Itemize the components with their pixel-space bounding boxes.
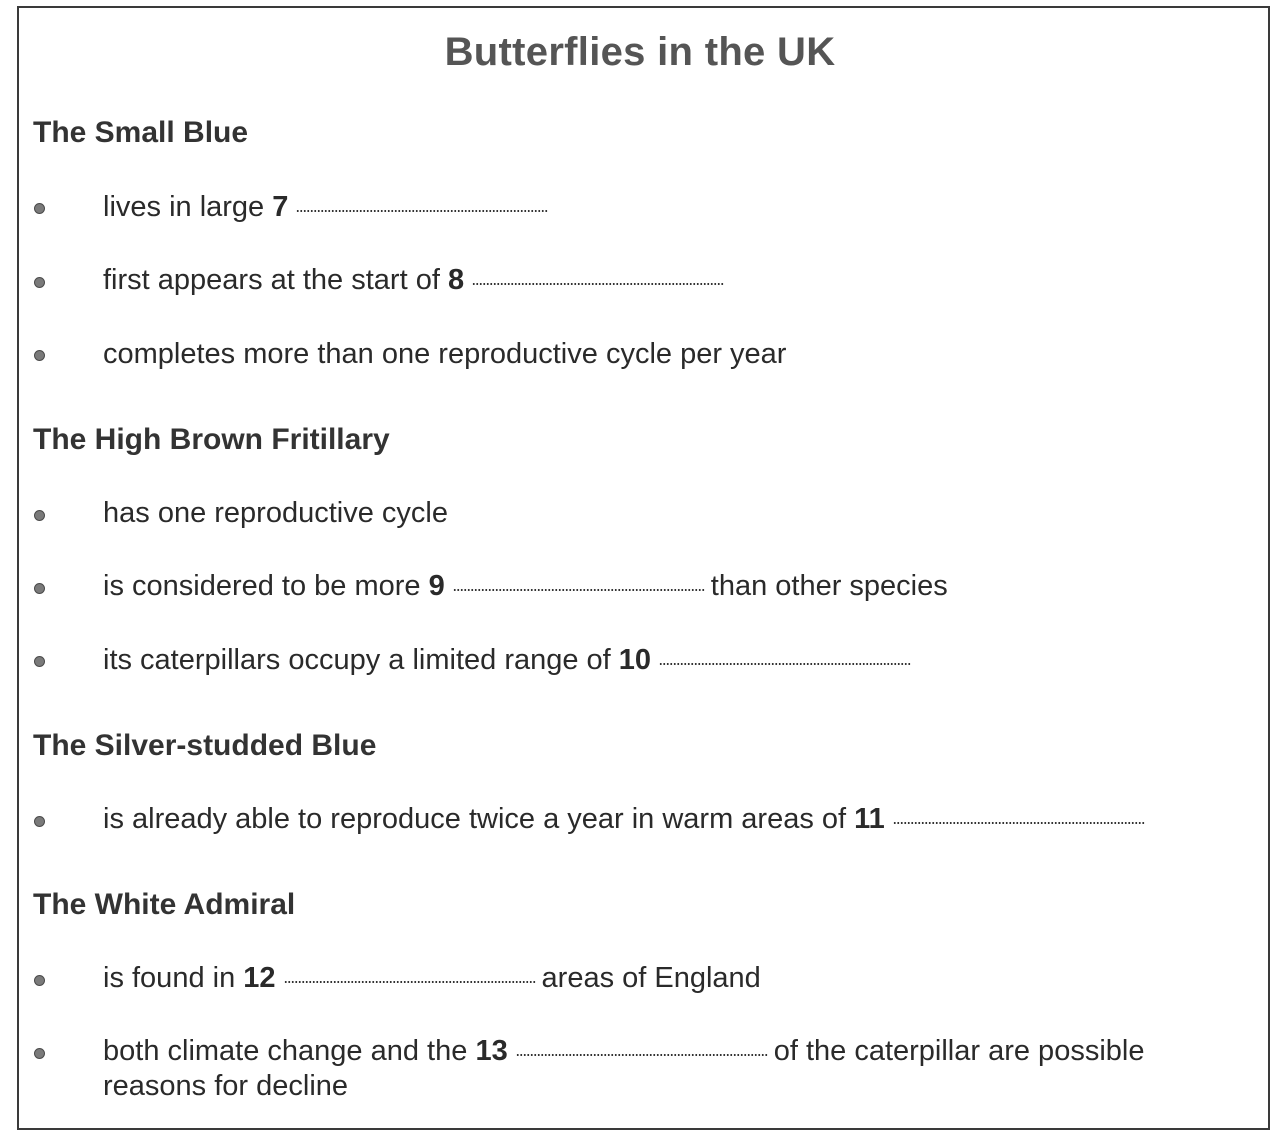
note-item — [103, 569, 948, 604]
note-item — [103, 961, 761, 996]
note-item — [103, 337, 786, 372]
note-item — [103, 802, 1151, 837]
note-text-before: is considered to be more — [103, 570, 421, 602]
answer-gap[interactable] — [472, 283, 724, 285]
note-text-after: areas of England — [541, 962, 761, 994]
answer-gap[interactable] — [659, 663, 911, 665]
note-item — [103, 496, 448, 531]
note-text-before: lives in large — [103, 191, 265, 223]
note-item — [103, 190, 554, 225]
page-title: Butterflies in the UK — [444, 30, 836, 74]
answer-gap[interactable] — [453, 589, 705, 591]
bullet-icon — [34, 1048, 45, 1059]
bullet-icon — [34, 277, 45, 288]
section-heading-silver-studded-blue: The Silver-studded Blue — [33, 729, 377, 762]
question-number: 8 — [447, 264, 465, 296]
answer-gap[interactable] — [516, 1054, 768, 1056]
answer-gap[interactable] — [284, 981, 536, 983]
note-text-before: is found in — [103, 962, 236, 994]
note-item — [103, 1034, 1253, 1104]
note-text-after: of the caterpillar are possible reasons for decline — [103, 1035, 1145, 1102]
note-text-before: is already able to reproduce twice a year in warm areas of — [103, 803, 847, 835]
bullet-icon — [34, 816, 45, 827]
question-number: 12 — [243, 962, 276, 994]
note-text-after: than other species — [710, 570, 948, 602]
question-number: 10 — [618, 644, 652, 676]
bullet-icon — [34, 656, 45, 667]
bullet-icon — [34, 975, 45, 986]
question-number: 9 — [428, 570, 445, 602]
note-text-before: its caterpillars occupy a limited range of — [103, 644, 611, 676]
answer-gap[interactable] — [296, 210, 548, 212]
note-text: completes more than one reproductive cycle per year — [103, 338, 787, 370]
bullet-icon — [34, 203, 45, 214]
note-item — [103, 263, 730, 298]
question-number: 13 — [475, 1035, 508, 1067]
bullet-icon — [34, 583, 45, 594]
note-item — [103, 643, 917, 678]
section-heading-white-admiral: The White Admiral — [33, 888, 296, 921]
answer-gap[interactable] — [893, 822, 1145, 824]
bullet-icon — [34, 350, 45, 361]
section-heading-high-brown-fritillary: The High Brown Fritillary — [33, 423, 390, 456]
bullet-icon — [34, 510, 45, 521]
question-number: 7 — [272, 191, 289, 223]
question-number: 11 — [854, 803, 885, 835]
section-heading-small-blue: The Small Blue — [33, 116, 249, 149]
note-text-before: both climate change and the — [103, 1035, 468, 1067]
note-text: has one reproductive cycle — [103, 497, 448, 529]
note-text-before: first appears at the start of — [103, 264, 440, 296]
